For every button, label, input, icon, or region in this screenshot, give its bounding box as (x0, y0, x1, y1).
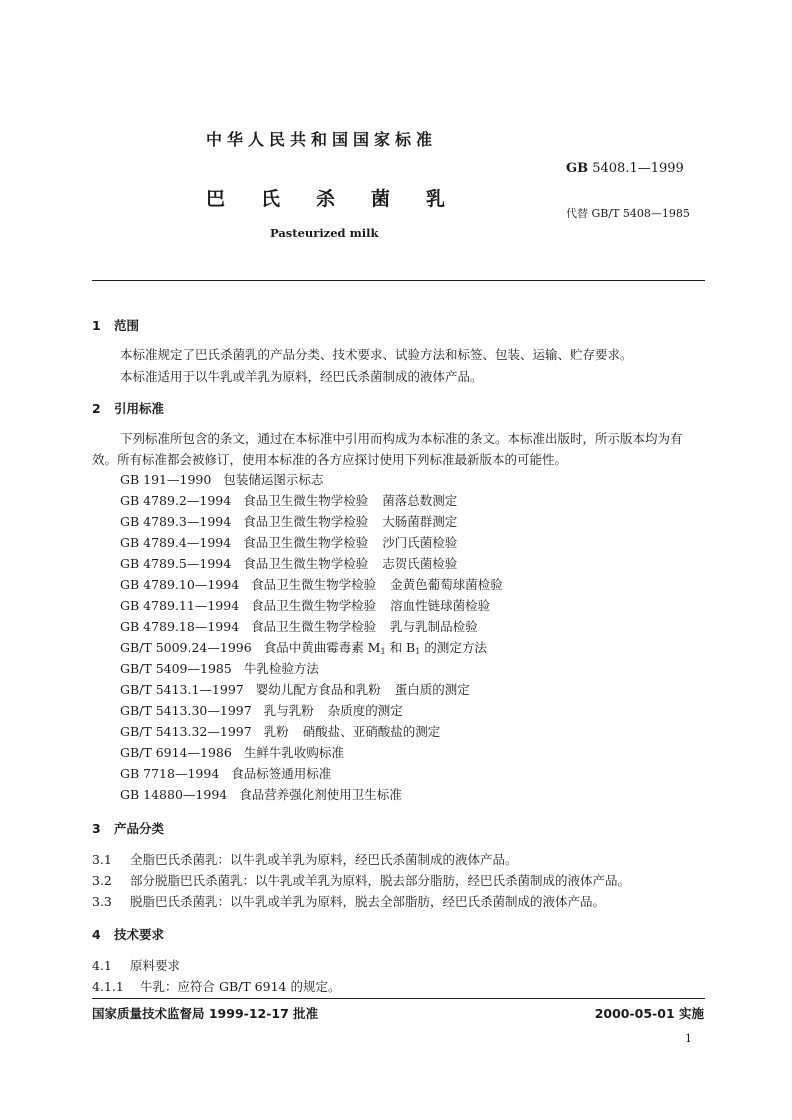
ref-subtitle: 溶血性链球菌检验 (390, 598, 491, 613)
ref-code: GB/T 6914—1986 (120, 745, 232, 760)
ref-code: GB 4789.5—1994 (120, 556, 232, 571)
ref-code: GB/T 5413.32—1997 (120, 724, 252, 739)
gb-code (566, 161, 684, 176)
section-number: 2 (92, 401, 101, 416)
ref-title: 食品中黄曲霉毒素 M (263, 640, 381, 655)
gb-number: 5408.1—1999 (592, 161, 684, 176)
ref-subtitle: 蛋白质的测定 (394, 682, 470, 697)
ref-code: GB 4789.3—1994 (120, 514, 232, 529)
reference-item (120, 680, 470, 698)
ref-title: 乳与乳粉 (263, 703, 314, 718)
section-4-heading (92, 925, 164, 943)
reference-item (120, 638, 487, 656)
clause-number: 3.3 (92, 894, 112, 909)
ref-code: GB/T 5009.24—1996 (120, 640, 252, 655)
section-2-heading (92, 399, 164, 417)
ref-code: GB/T 5409—1985 (120, 661, 232, 676)
reference-item (120, 533, 457, 551)
ref-subtitle: 志贺氏菌检验 (382, 556, 458, 571)
ref-title: 食品卫生微生物学检验 (251, 598, 377, 613)
replaces-standard: 代替 GB/T 5408—1985 (566, 207, 690, 220)
effective-date: 2000-05-01 实施 (594, 1006, 704, 1021)
reference-item (120, 596, 490, 614)
ref-title: 包装储运图示标志 (223, 472, 324, 487)
paragraph: 本标准适用于以牛乳或羊乳为原料，经巴氏杀菌制成的液体产品。 (120, 369, 483, 384)
section-3-heading (92, 819, 164, 837)
section-title: 引用标准 (114, 401, 165, 416)
reference-item (120, 764, 331, 782)
reference-item (120, 659, 319, 677)
reference-item (120, 554, 457, 572)
section-1-heading (92, 316, 139, 334)
reference-item (120, 512, 457, 530)
english-title: Pasteurized milk (270, 226, 379, 240)
clause-text: 脱脂巴氏杀菌乳：以牛乳或羊乳为原料，脱去全部脂肪，经巴氏杀菌制成的液体产品。 (130, 894, 606, 909)
ref-title: 乳粉 (263, 724, 289, 739)
clause-text: 全脂巴氏杀菌乳：以牛乳或羊乳为原料，经巴氏杀菌制成的液体产品。 (130, 852, 518, 867)
ref-code: GB 4789.2—1994 (120, 493, 232, 508)
reference-item (120, 743, 344, 761)
clause-item (92, 871, 630, 889)
ref-title-cont: 和 B (389, 640, 416, 655)
ref-subtitle: 杂质度的测定 (327, 703, 403, 718)
ref-subtitle: 金黄色葡萄球菌检验 (390, 577, 503, 592)
clause-item (92, 892, 605, 910)
ref-title: 食品卫生微生物学检验 (243, 556, 369, 571)
footer-divider (92, 998, 705, 999)
reference-item (120, 701, 403, 719)
ref-code: GB 4789.4—1994 (120, 535, 232, 550)
section-number: 4 (92, 927, 101, 942)
clause-item (92, 850, 518, 868)
clause-number: 4.1 (92, 958, 112, 973)
clause-text: 牛乳：应符合 GB/T 6914 的规定。 (140, 979, 341, 994)
ref-title: 生鲜牛乳收购标准 (243, 745, 344, 760)
ref-subtitle: 沙门氏菌检验 (382, 535, 458, 550)
reference-item (120, 617, 478, 635)
page-number: 1 (685, 1032, 692, 1045)
ref-title: 婴幼儿配方食品和乳粉 (255, 682, 381, 697)
ref-title-tail: 的测定方法 (424, 640, 487, 655)
ref-title: 食品营养强化剂使用卫生标准 (239, 787, 402, 802)
ref-code: GB 4789.10—1994 (120, 577, 240, 592)
paragraph: 本标准规定了巴氏杀菌乳的产品分类、技术要求、试验方法和标签、包装、运输、贮存要求。 (120, 347, 633, 362)
paragraph: 下列标准所包含的条文，通过在本标准中引用而构成为本标准的条文。本标准出版时，所示版本均为有效。所有标准都会被修订，使用本标准的各方应探讨使用下列标准最新版本的可能性。 (92, 431, 683, 467)
section-number: 3 (92, 821, 101, 836)
clause-number: 3.2 (92, 873, 112, 888)
page-title: 巴氏杀菌乳 (206, 188, 482, 210)
clause-text: 原料要求 (130, 958, 181, 973)
ref-code: GB/T 5413.1—1997 (120, 682, 244, 697)
reference-item (120, 470, 323, 488)
ref-code: GB 4789.18—1994 (120, 619, 240, 634)
ref-title: 食品卫生微生物学检验 (243, 535, 369, 550)
clause-text: 部分脱脂巴氏杀菌乳：以牛乳或羊乳为原料，脱去部分脂肪，经巴氏杀菌制成的液体产品。 (130, 873, 631, 888)
clause-number: 3.1 (92, 852, 112, 867)
subscript: 1 (380, 647, 386, 656)
ref-subtitle: 乳与乳制品检验 (390, 619, 478, 634)
section-title: 产品分类 (114, 821, 165, 836)
standard-type: 中华人民共和国国家标准 (206, 130, 438, 149)
ref-title: 食品标签通用标准 (231, 766, 332, 781)
ref-subtitle: 大肠菌群测定 (382, 514, 458, 529)
reference-item (120, 722, 440, 740)
section-title: 技术要求 (114, 927, 165, 942)
clause-item (92, 956, 180, 974)
ref-title: 食品卫生微生物学检验 (251, 577, 377, 592)
ref-title: 食品卫生微生物学检验 (243, 493, 369, 508)
issuing-authority: 国家质量技术监督局 1999-12-17 批准 (92, 1006, 319, 1021)
ref-subtitle: 硝酸盐、亚硝酸盐的测定 (302, 724, 441, 739)
ref-code: GB 14880—1994 (120, 787, 228, 802)
ref-title: 食品卫生微生物学检验 (243, 514, 369, 529)
clause-number: 4.1.1 (92, 979, 124, 994)
ref-code: GB/T 5413.30—1997 (120, 703, 252, 718)
ref-title: 牛乳检验方法 (243, 661, 319, 676)
ref-code: GB 7718—1994 (120, 766, 220, 781)
ref-title: 食品卫生微生物学检验 (251, 619, 377, 634)
section-number: 1 (92, 318, 101, 333)
section-title: 范围 (114, 318, 140, 333)
reference-item (120, 491, 457, 509)
header-divider (92, 280, 705, 281)
subscript: 1 (415, 647, 421, 656)
reference-item (120, 575, 503, 593)
ref-code: GB 4789.11—1994 (120, 598, 240, 613)
clause-item (92, 977, 340, 995)
ref-subtitle: 菌落总数测定 (382, 493, 458, 508)
reference-item (120, 785, 402, 803)
gb-prefix: GB (566, 161, 589, 176)
ref-code: GB 191—1990 (120, 472, 212, 487)
